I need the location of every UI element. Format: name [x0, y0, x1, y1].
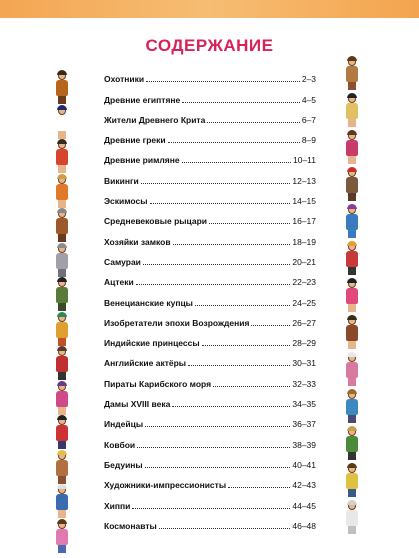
dot-leader: [159, 528, 291, 529]
toc-entry-title: Венецианские купцы: [104, 297, 193, 308]
toc-entry[interactable]: [104, 226, 316, 246]
toc-entry[interactable]: [104, 470, 316, 490]
toc-entry-title: Бедуины: [104, 459, 143, 470]
bedouin-figure-icon: [54, 486, 70, 518]
toc-entry-title: Английские актёры: [104, 358, 187, 369]
dot-leader: [195, 305, 290, 306]
toc-entry-pages: 12–13: [292, 175, 316, 186]
toc-entry-pages: 6–7: [301, 114, 316, 125]
dot-leader: [150, 203, 291, 204]
toc-entry-pages: 40–41: [292, 459, 316, 470]
toc-entry-pages: 14–15: [292, 196, 316, 207]
dot-leader: [141, 183, 291, 184]
dot-leader: [173, 244, 291, 245]
dot-leader: [146, 81, 300, 82]
astronaut-figure-icon: [344, 502, 360, 534]
toc-entry-title: Ковбои: [104, 439, 136, 450]
toc-entry-pages: 44–45: [292, 500, 316, 511]
toc-entry[interactable]: [104, 389, 316, 409]
top-color-band: [0, 0, 419, 18]
dot-leader: [213, 386, 290, 387]
toc-entry-title: Самураи: [104, 256, 141, 267]
toc-entry-title: Древние греки: [104, 135, 166, 146]
painter-figure-icon: [344, 465, 360, 497]
inventor-figure-icon: [54, 348, 70, 380]
toc-entry-pages: 30–31: [292, 358, 316, 369]
toc-entry-pages: 8–9: [301, 135, 316, 146]
toc-entry-title: Хозяйки замков: [104, 236, 171, 247]
toc-entry[interactable]: [104, 308, 316, 328]
table-of-contents: [104, 64, 316, 531]
noble-figure-icon: [344, 317, 360, 349]
lady-18c-figure-icon: [344, 354, 360, 386]
aztec-figure-icon: [54, 314, 70, 346]
toc-entry[interactable]: [104, 84, 316, 104]
cretan-figure-icon: [54, 141, 70, 173]
actor-figure-icon: [54, 383, 70, 415]
dot-leader: [209, 223, 290, 224]
toc-entry-title: Дамы XVIII века: [104, 399, 171, 410]
dot-leader: [202, 345, 291, 346]
toc-entry[interactable]: [104, 206, 316, 226]
pirate-figure-icon: [54, 417, 70, 449]
dot-leader: [168, 142, 300, 143]
toc-entry-title: Жители Древнего Крита: [104, 114, 206, 125]
hunter-figure-icon: [54, 72, 70, 104]
toc-entry-title: Художники-импрессионисты: [104, 480, 227, 491]
toc-entry[interactable]: [104, 490, 316, 510]
toc-entry[interactable]: [104, 328, 316, 348]
toc-entry-pages: 34–35: [292, 399, 316, 410]
toc-entry-title: Викинги: [104, 175, 139, 186]
dot-leader: [143, 264, 290, 265]
dot-leader: [182, 162, 291, 163]
toc-entry-pages: 24–25: [292, 297, 316, 308]
toc-entry[interactable]: [104, 267, 316, 287]
toc-entry[interactable]: [104, 247, 316, 267]
dot-leader: [132, 508, 290, 509]
toc-entry[interactable]: [104, 64, 316, 84]
merchant-figure-icon: [344, 243, 360, 275]
toc-entry-pages: 32–33: [292, 378, 316, 389]
toc-entry-pages: 38–39: [292, 439, 316, 450]
toc-entry-title: Эскимосы: [104, 196, 148, 207]
toc-entry-pages: 20–21: [292, 256, 316, 267]
toc-entry[interactable]: [104, 287, 316, 307]
toc-entry-pages: 36–37: [292, 419, 316, 430]
toc-entry[interactable]: [104, 105, 316, 125]
toc-entry-pages: 28–29: [292, 338, 316, 349]
toc-entry-title: Средневековые рыцари: [104, 216, 207, 227]
toc-entry[interactable]: [104, 186, 316, 206]
native-figure-icon: [54, 452, 70, 484]
toc-entry-title: Пираты Карибского моря: [104, 378, 212, 389]
toc-entry-title: Ацтеки: [104, 277, 134, 288]
viking-figure-icon: [54, 210, 70, 242]
toc-entry-title: Индийские принцессы: [104, 338, 200, 349]
samurai-figure-icon: [54, 279, 70, 311]
dot-leader: [182, 102, 300, 103]
page-title: СОДЕРЖАНИЕ: [145, 36, 274, 55]
impressionist-figure-icon: [344, 428, 360, 460]
knight-figure-icon: [54, 245, 70, 277]
toc-entry-pages: 42–43: [292, 480, 316, 491]
toc-entry[interactable]: [104, 125, 316, 145]
toc-entry-title: Изобретатели эпохи Возрождения: [104, 317, 250, 328]
dot-leader: [207, 122, 299, 123]
dot-leader: [172, 406, 290, 407]
toc-entry-pages: 26–27: [292, 317, 316, 328]
egyptian-figure-icon: [54, 107, 70, 139]
toc-entry[interactable]: [104, 145, 316, 165]
toc-entry-pages: 22–23: [292, 277, 316, 288]
hippie-figure-icon: [54, 521, 70, 553]
toc-entry[interactable]: [104, 429, 316, 449]
toc-entry[interactable]: [104, 368, 316, 388]
toc-entry-title: Охотники: [104, 74, 145, 85]
toc-entry[interactable]: [104, 165, 316, 185]
dot-leader: [228, 487, 290, 488]
toc-entry-title: Хиппи: [104, 500, 131, 511]
toc-entry-title: Древние римляне: [104, 155, 180, 166]
toc-entry-title: Древние египтяне: [104, 94, 181, 105]
egyptian-woman-figure-icon: [344, 95, 360, 127]
eskimo-figure-icon: [344, 169, 360, 201]
hunter-woman-figure-icon: [344, 58, 360, 90]
roman-figure-icon: [344, 132, 360, 164]
toc-entry[interactable]: [104, 511, 316, 531]
toc-entry-pages: 4–5: [301, 94, 316, 105]
indian-princess-figure-icon: [344, 280, 360, 312]
dot-leader: [251, 325, 290, 326]
toc-entry-pages: 10–11: [292, 155, 316, 166]
castle-lady-figure-icon: [344, 206, 360, 238]
dot-leader: [188, 365, 290, 366]
toc-entry-pages: 2–3: [301, 74, 316, 85]
toc-entry-pages: 16–17: [292, 216, 316, 227]
toc-entry[interactable]: [104, 348, 316, 368]
toc-entry[interactable]: [104, 450, 316, 470]
toc-entry[interactable]: [104, 409, 316, 429]
dot-leader: [145, 426, 290, 427]
toc-entry-pages: 46–48: [292, 520, 316, 531]
toc-entry-pages: 18–19: [292, 236, 316, 247]
dot-leader: [136, 284, 291, 285]
dot-leader: [137, 447, 290, 448]
dot-leader: [145, 467, 291, 468]
cowboy-figure-icon: [344, 391, 360, 423]
greek-figure-icon: [54, 176, 70, 208]
toc-entry-title: Космонавты: [104, 520, 157, 531]
toc-entry-title: Индейцы: [104, 419, 144, 430]
